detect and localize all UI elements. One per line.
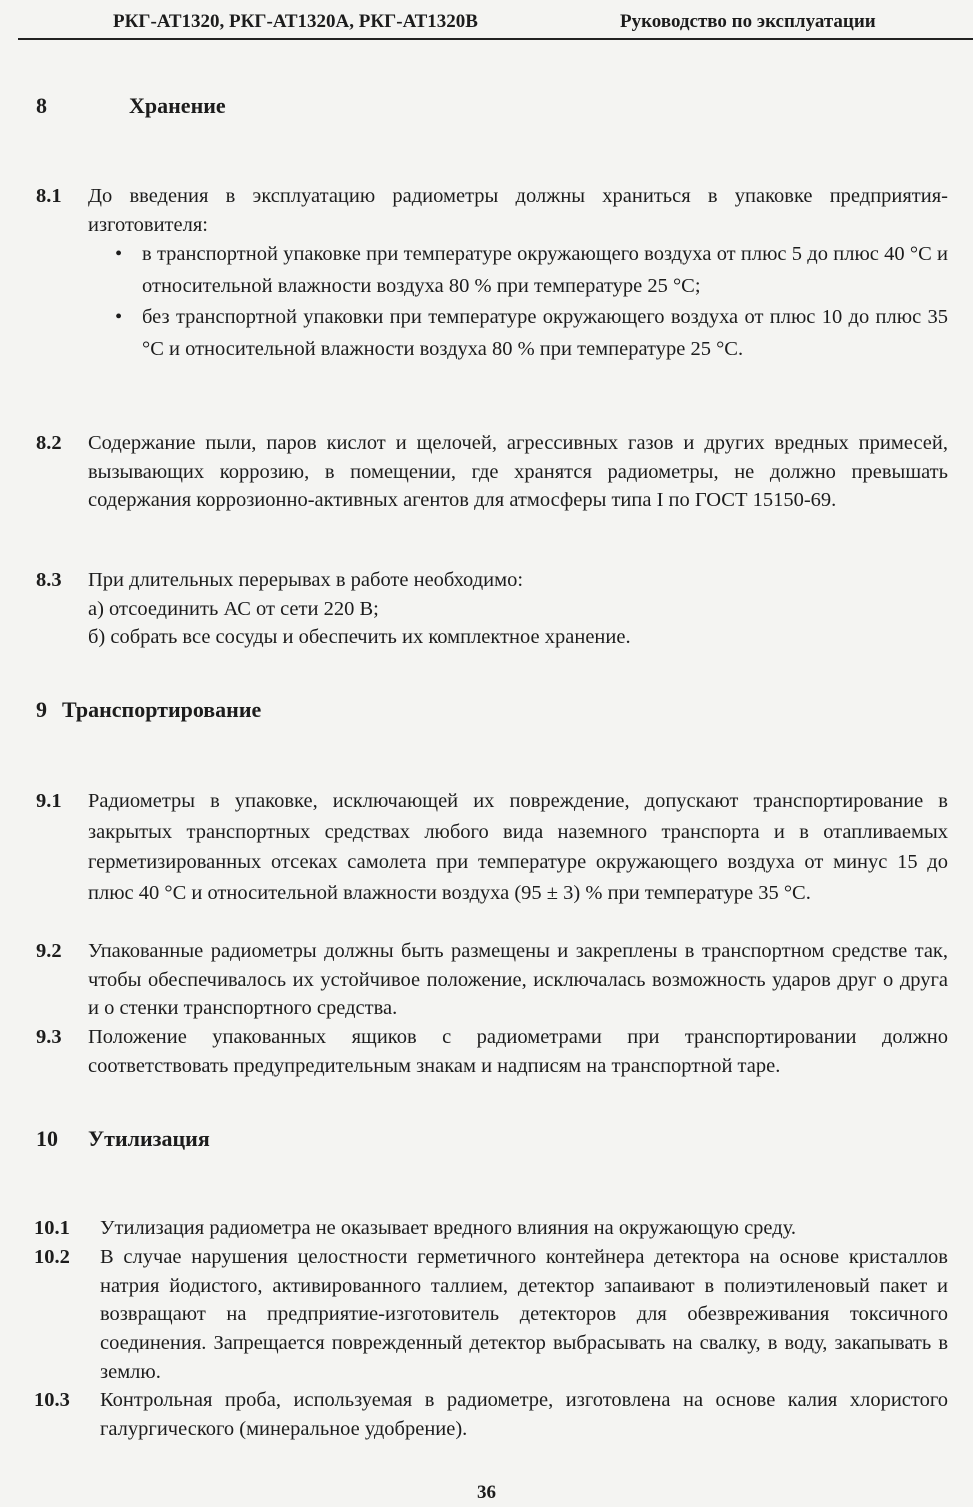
section-10-number: 10 — [36, 1126, 58, 1151]
section-9-number: 9 — [36, 697, 47, 722]
clause-8-3-number: 8.3 — [36, 569, 62, 591]
clause-8-2-body — [88, 429, 948, 515]
clause-10-3-text: Контрольная проба, используемая в радиометре, изготовлена на основе калия хлористого галургического (минеральное удобрение). — [100, 1389, 948, 1440]
clause-10-2-text: В случае нарушения целостности герметичного контейнера детектора на основе кристаллов натрия йодистого, активированного таллием, детектор запаивают в полиэтиленовый пакет и возвращают на предприятие-изготовитель детекторов для обезвреживания токсичного соединения. Запрещается поврежденный детектор выбрасывать на свалку, в воду, закапывать в землю. — [100, 1246, 948, 1383]
clause-9-2-number: 9.2 — [36, 940, 62, 962]
clause-9-1-number: 9.1 — [36, 790, 62, 812]
list-item: • без транспортной упаковки при температуре окружающего воздуха от плюс 10 до плюс 35 °С и относительной влажности воздуха 80 % при температуре 25 °С. — [88, 302, 948, 365]
storage-conditions-list — [88, 239, 948, 365]
clause-8-3-line: а) отсоединить АС от сети 220 В; — [88, 597, 379, 620]
section-10-title: Утилизация — [88, 1126, 210, 1151]
clause-10-2-number: 10.2 — [34, 1246, 70, 1268]
clause-10-1-text: Утилизация радиометра не оказывает вредного влияния на окружающую среду. — [100, 1217, 797, 1239]
clause-9-1-body — [88, 786, 948, 908]
clause-10-3-body — [100, 1386, 948, 1443]
clause-8-3-line: При длительных перерывах в работе необходимо: — [88, 569, 524, 591]
clause-8-1-number: 8.1 — [36, 185, 62, 207]
section-9-title: Транспортирование — [62, 697, 262, 722]
clause-8-3-body — [88, 566, 948, 652]
clause-9-2-body — [88, 937, 948, 1023]
clause-10-1-number: 10.1 — [34, 1217, 70, 1239]
clause-8-1-body — [88, 182, 948, 365]
clause-8-1-text: До введения в эксплуатацию радиометры должны храниться в упаковке предприятия-изготовителя: — [88, 185, 948, 236]
clause-9-3-number: 9.3 — [36, 1026, 62, 1048]
clause-9-3-body — [88, 1023, 948, 1080]
section-8-number: 8 — [36, 93, 47, 118]
page-header — [18, 8, 973, 40]
clause-9-3-text: Положение упакованных ящиков с радиометрами при транспортировании должно соответствовать предупредительным знакам и надписям на транспортной таре. — [88, 1026, 948, 1077]
clause-9-1-text: Радиометры в упаковке, исключающей их повреждение, допускают транспортирование в закрытых транспортных средствах любого вида наземного транспорта и в отапливаемых герметизированных отсеках самолета при температуре окружающего воздуха от минус 15 до плюс 40 °С и относительной влажности воздуха (95 ± 3) % при температуре 35 °С. — [88, 790, 948, 904]
section-8-title: Хранение — [129, 93, 226, 118]
header-doc-type: Руководство по эксплуатации — [620, 11, 876, 32]
clause-8-2-text: Содержание пыли, паров кислот и щелочей, агрессивных газов и других вредных примесей, вызывающих коррозию, в помещении, где хранятся радиометры, не должно превышать содержания коррозионно-активных агентов для атмосферы типа I по ГОСТ 15150-69. — [88, 432, 948, 512]
clause-8-2-number: 8.2 — [36, 432, 62, 454]
header-model-names: РКГ-АТ1320, РКГ-АТ1320А, РКГ-АТ1320В — [113, 11, 478, 32]
clause-9-2-text: Упакованные радиометры должны быть размещены и закреплены в транспортном средстве так, чтобы обеспечивалось их устойчивое положение, исключалась возможность ударов друг о друга и о стенки транспортного средства. — [88, 940, 948, 1020]
clause-10-3-number: 10.3 — [34, 1389, 70, 1411]
clause-10-2-body — [100, 1243, 948, 1387]
list-item: • в транспортной упаковке при температуре окружающего воздуха от плюс 5 до плюс 40 °С и относительной влажности воздуха 80 % при температуре 25 °С; — [88, 239, 948, 302]
page-number: 36 — [477, 1482, 496, 1503]
clause-8-3-line: б) собрать все сосуды и обеспечить их комплектное хранение. — [88, 626, 631, 649]
clause-10-1-body — [100, 1214, 948, 1243]
